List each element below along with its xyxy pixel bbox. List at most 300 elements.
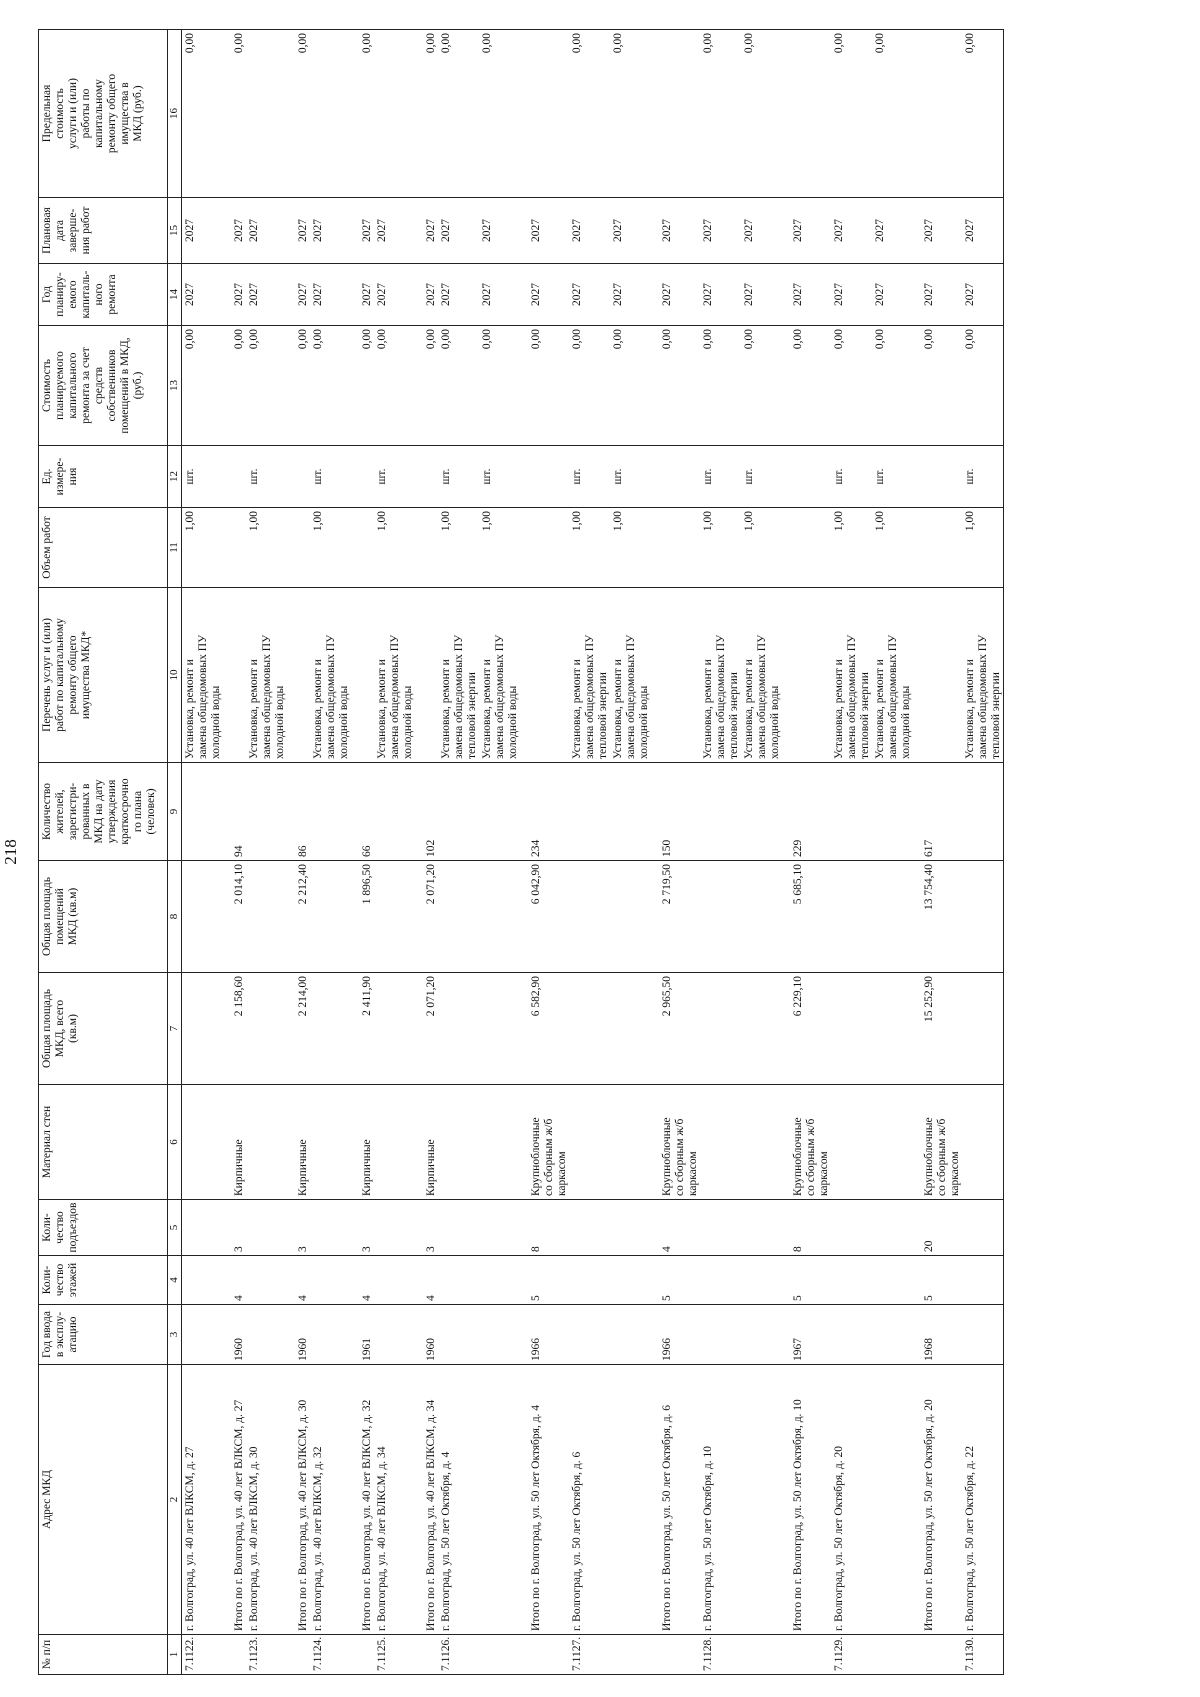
table-cell (287, 446, 310, 508)
column-number-14: 14 (168, 264, 182, 326)
table-cell (438, 973, 479, 1085)
table-cell (962, 1200, 1004, 1256)
table-cell: 0,00 (700, 30, 741, 198)
table-cell: шт. (310, 446, 351, 508)
table-cell (520, 1635, 569, 1675)
table-cell (287, 588, 310, 763)
table-cell (831, 1085, 872, 1200)
table-cell (700, 973, 741, 1085)
table-cell (374, 763, 415, 861)
table-cell: 2027 (223, 198, 246, 264)
table-cell: 8 (520, 1200, 569, 1256)
repair-plan-table (38, 29, 1004, 1675)
table-cell: шт. (374, 446, 415, 508)
table-cell: 3 (223, 1200, 246, 1256)
table-cell: 0,00 (246, 326, 287, 446)
table-cell (479, 1305, 520, 1365)
table-cell (651, 1635, 700, 1675)
table-cell (479, 1365, 520, 1635)
table-cell (374, 1305, 415, 1365)
table-cell: 4 (287, 1256, 310, 1305)
table-cell (438, 1200, 479, 1256)
table-cell (610, 1256, 651, 1305)
table-cell: 3 (415, 1200, 438, 1256)
total-row (913, 30, 962, 1675)
table-row (246, 30, 287, 1675)
table-cell (700, 1256, 741, 1305)
table-cell: 0,00 (872, 326, 913, 446)
table-cell: Крупноблочные со сборным ж/б каркасом (782, 1085, 831, 1200)
table-cell (569, 1085, 610, 1200)
table-cell (782, 1635, 831, 1675)
column-number-6: 6 (168, 1085, 182, 1200)
table-cell: Итого по г. Волгоград, ул. 50 лет Октября, д. 6 (651, 1365, 700, 1635)
table-cell: 8 (782, 1200, 831, 1256)
table-cell (872, 1305, 913, 1365)
table-cell (182, 763, 224, 861)
table-cell: 617 (913, 763, 962, 861)
table-cell (182, 973, 224, 1085)
table-cell (872, 763, 913, 861)
table-cell: 0,00 (962, 30, 1004, 198)
table-cell: 5 (520, 1256, 569, 1305)
table-row (310, 30, 351, 1675)
column-number-13: 13 (168, 326, 182, 446)
table-cell: 7.1124. (310, 1635, 351, 1675)
table-cell: 0,00 (831, 326, 872, 446)
table-row (479, 30, 520, 1675)
table-cell: шт. (872, 446, 913, 508)
table-cell (246, 763, 287, 861)
table-cell: 2027 (962, 198, 1004, 264)
table-cell (479, 973, 520, 1085)
table-cell (651, 30, 700, 198)
table-cell: Установка, ремонт и замена общедомовых ПУ холодной воды (479, 588, 520, 763)
table-cell: 7.1123. (246, 1635, 287, 1675)
table-cell (415, 508, 438, 588)
table-cell (913, 1635, 962, 1675)
table-cell: г. Волгоград, ул. 50 лет Октября, д. 6 (569, 1365, 610, 1635)
table-cell (831, 1305, 872, 1365)
table-cell: Итого по г. Волгоград, ул. 40 лет ВЛКСМ, д. 27 (223, 1365, 246, 1635)
table-cell (438, 861, 479, 973)
table-cell: 0,00 (182, 326, 224, 446)
table-cell: г. Волгоград, ул. 50 лет Октября, д. 20 (831, 1365, 872, 1635)
table-cell: 1 896,50 (351, 861, 374, 973)
column-header-12: Ед. измере- ния (39, 446, 168, 508)
table-cell: 0,00 (782, 326, 831, 446)
table-row (374, 30, 415, 1675)
table-cell: 2027 (651, 198, 700, 264)
table-cell (569, 763, 610, 861)
total-row (782, 30, 831, 1675)
table-body (182, 30, 1004, 1675)
table-cell: 2027 (520, 264, 569, 326)
table-cell: 66 (351, 763, 374, 861)
table-cell: 0,00 (569, 30, 610, 198)
table-cell: 0,00 (831, 30, 872, 198)
table-cell: Установка, ремонт и замена общедомовых ПУ холодной воды (872, 588, 913, 763)
table-cell: 1961 (351, 1305, 374, 1365)
table-cell: Установка, ремонт и замена общедомовых ПУ тепловой энергии (438, 588, 479, 763)
table-cell (741, 861, 782, 973)
table-cell: 1,00 (374, 508, 415, 588)
table-cell: 1,00 (479, 508, 520, 588)
column-header-11: Объем работ (39, 508, 168, 588)
table-cell: 2 014,10 (223, 861, 246, 973)
table-cell: Крупноблочные со сборным ж/б каркасом (651, 1085, 700, 1200)
table-cell: Установка, ремонт и замена общедомовых ПУ холодной воды (741, 588, 782, 763)
table-cell: 2027 (438, 264, 479, 326)
table-cell: 20 (913, 1200, 962, 1256)
table-cell (651, 588, 700, 763)
table-cell: 1,00 (246, 508, 287, 588)
table-cell: 102 (415, 763, 438, 861)
column-number-4: 4 (168, 1256, 182, 1305)
table-cell (182, 861, 224, 973)
table-cell: 0,00 (223, 30, 246, 198)
table-cell: 0,00 (651, 326, 700, 446)
table-cell: 2027 (782, 264, 831, 326)
total-row (415, 30, 438, 1675)
table-cell: 2027 (351, 264, 374, 326)
table-cell: 2027 (310, 264, 351, 326)
table-cell (223, 446, 246, 508)
table-cell (913, 446, 962, 508)
table-cell: 0,00 (438, 326, 479, 446)
table-cell: 2027 (569, 198, 610, 264)
table-cell: Крупноблочные со сборным ж/б каркасом (520, 1085, 569, 1200)
table-cell: Кирпичные (223, 1085, 246, 1200)
table-cell (351, 508, 374, 588)
table-cell (182, 1085, 224, 1200)
table-cell: 0,00 (962, 326, 1004, 446)
table-cell (741, 1635, 782, 1675)
table-cell: 1,00 (962, 508, 1004, 588)
table-cell: 2027 (246, 198, 287, 264)
table-cell (246, 1305, 287, 1365)
table-cell (610, 973, 651, 1085)
table-cell: Установка, ремонт и замена общедомовых ПУ тепловой энергии (700, 588, 741, 763)
column-number-11: 11 (168, 508, 182, 588)
column-number-1: 1 (168, 1635, 182, 1675)
table-cell: Кирпичные (351, 1085, 374, 1200)
column-number-10: 10 (168, 588, 182, 763)
table-cell: г. Волгоград, ул. 40 лет ВЛКСМ, д. 32 (310, 1365, 351, 1635)
table-cell: 3 (351, 1200, 374, 1256)
table-cell: 2027 (310, 198, 351, 264)
table-cell: 0,00 (741, 30, 782, 198)
table-cell: 2027 (415, 198, 438, 264)
table-cell: шт. (182, 446, 224, 508)
table-cell: 1,00 (569, 508, 610, 588)
table-cell (610, 1365, 651, 1635)
table-cell (246, 1200, 287, 1256)
table-cell: 2027 (872, 264, 913, 326)
table-cell: 0,00 (287, 30, 310, 198)
table-cell (310, 1256, 351, 1305)
table-cell (520, 30, 569, 198)
column-number-7: 7 (168, 973, 182, 1085)
table-cell: Установка, ремонт и замена общедомовых ПУ тепловой энергии (569, 588, 610, 763)
table-cell (479, 1635, 520, 1675)
page-number: 218 (1, 839, 20, 865)
table-cell: 1966 (651, 1305, 700, 1365)
table-cell (438, 1256, 479, 1305)
table-cell: шт. (831, 446, 872, 508)
table-cell (374, 973, 415, 1085)
table-cell (962, 1085, 1004, 1200)
table-cell: 0,00 (872, 30, 913, 198)
table-cell (962, 1256, 1004, 1305)
table-cell: 2 071,20 (415, 861, 438, 973)
table-cell: 2027 (374, 264, 415, 326)
table-cell: 15 252,90 (913, 973, 962, 1085)
table-cell (310, 973, 351, 1085)
table-cell (182, 1200, 224, 1256)
table-cell (700, 861, 741, 973)
total-row (651, 30, 700, 1675)
table-cell: 2 965,50 (651, 973, 700, 1085)
total-row (351, 30, 374, 1675)
table-cell (610, 1200, 651, 1256)
table-cell: Установка, ремонт и замена общедомовых ПУ тепловой энергии (831, 588, 872, 763)
table-cell (479, 1256, 520, 1305)
table-cell (415, 1635, 438, 1675)
table-cell: 2027 (651, 264, 700, 326)
table-cell: 4 (415, 1256, 438, 1305)
table-cell: 1,00 (831, 508, 872, 588)
table-cell: 2027 (741, 198, 782, 264)
table-cell: 1,00 (741, 508, 782, 588)
table-cell: 2027 (872, 198, 913, 264)
table-cell (479, 1085, 520, 1200)
table-cell (872, 1200, 913, 1256)
table-cell: 2027 (741, 264, 782, 326)
table-cell: 2027 (479, 198, 520, 264)
table-cell: 150 (651, 763, 700, 861)
table-cell: 2027 (479, 264, 520, 326)
table-cell (831, 763, 872, 861)
table-cell: шт. (569, 446, 610, 508)
table-cell (872, 1365, 913, 1635)
table-cell: 0,00 (479, 326, 520, 446)
table-cell (913, 508, 962, 588)
table-row (610, 30, 651, 1675)
table-cell (741, 1085, 782, 1200)
table-cell: 2 719,50 (651, 861, 700, 973)
table-cell: 2027 (831, 198, 872, 264)
header-row (39, 30, 168, 1675)
table-cell: Установка, ремонт и замена общедомовых ПУ холодной воды (374, 588, 415, 763)
column-header-13: Стоимость планируемого капитального ремонта за счет средств собственников помещений в МКД, (руб.) (39, 326, 168, 446)
table-cell: Итого по г. Волгоград, ул. 40 лет ВЛКСМ, д. 30 (287, 1365, 310, 1635)
table-cell: 4 (223, 1256, 246, 1305)
table-cell (287, 1635, 310, 1675)
table-cell: 0,00 (415, 326, 438, 446)
table-cell: 229 (782, 763, 831, 861)
table-cell: 0,00 (351, 326, 374, 446)
table-cell: 2027 (569, 264, 610, 326)
table-cell (872, 861, 913, 973)
table-cell: 5 685,10 (782, 861, 831, 973)
table-cell: 2027 (962, 264, 1004, 326)
table-cell: Установка, ремонт и замена общедомовых ПУ холодной воды (246, 588, 287, 763)
column-header-4: Коли- чество этажей (39, 1256, 168, 1305)
table-cell: 234 (520, 763, 569, 861)
total-row (223, 30, 246, 1675)
table-row (438, 30, 479, 1675)
table-cell (182, 1305, 224, 1365)
column-header-6: Материал стен (39, 1085, 168, 1200)
table-cell: 2 411,90 (351, 973, 374, 1085)
table-cell: 0,00 (438, 30, 479, 198)
table-cell: шт. (438, 446, 479, 508)
table-cell (700, 763, 741, 861)
table-cell (831, 1200, 872, 1256)
total-row (287, 30, 310, 1675)
table-cell: 6 042,90 (520, 861, 569, 973)
table-cell (913, 30, 962, 198)
table-cell (520, 446, 569, 508)
table-cell: 5 (651, 1256, 700, 1305)
table-cell (479, 763, 520, 861)
table-cell (287, 508, 310, 588)
table-cell: 7.1128. (700, 1635, 741, 1675)
table-cell: 1,00 (610, 508, 651, 588)
table-cell (246, 973, 287, 1085)
table-cell: г. Волгоград, ул. 40 лет ВЛКСМ, д. 30 (246, 1365, 287, 1635)
table-cell (569, 1200, 610, 1256)
table-cell (872, 973, 913, 1085)
table-cell: 1966 (520, 1305, 569, 1365)
table-cell (782, 30, 831, 198)
table-cell: 13 754,40 (913, 861, 962, 973)
table-cell: 7.1130. (962, 1635, 1004, 1675)
table-cell (415, 588, 438, 763)
table-cell: шт. (700, 446, 741, 508)
column-header-8: Общая площадь помещений МКД (кв.м) (39, 861, 168, 973)
column-number-16: 16 (168, 30, 182, 198)
column-header-16: Предельная стоимость услуги и (или) работы по капитальному ремонту общего имущества в МКД (руб.) (39, 30, 168, 198)
table-cell (310, 1200, 351, 1256)
table-cell: 7.1126. (438, 1635, 479, 1675)
table-cell: 1,00 (310, 508, 351, 588)
table-cell (569, 973, 610, 1085)
table-cell: 2027 (182, 198, 224, 264)
table-cell: Установка, ремонт и замена общедомовых ПУ тепловой энергии (962, 588, 1004, 763)
table-cell: 1967 (782, 1305, 831, 1365)
table-cell (374, 1200, 415, 1256)
table-cell: шт. (962, 446, 1004, 508)
table-cell (310, 1305, 351, 1365)
table-cell: 1960 (287, 1305, 310, 1365)
table-cell (351, 588, 374, 763)
table-row (962, 30, 1004, 1675)
table-cell: 1960 (415, 1305, 438, 1365)
table-cell: 2027 (913, 198, 962, 264)
table-cell (246, 1256, 287, 1305)
table-cell: 2027 (782, 198, 831, 264)
table-cell: 4 (351, 1256, 374, 1305)
table-cell: 2 212,40 (287, 861, 310, 973)
table-cell (351, 446, 374, 508)
table-cell: Итого по г. Волгоград, ул. 40 лет ВЛКСМ, д. 34 (415, 1365, 438, 1635)
table-cell (831, 1256, 872, 1305)
table-cell (782, 446, 831, 508)
table-cell: Итого по г. Волгоград, ул. 50 лет Октября, д. 10 (782, 1365, 831, 1635)
table-cell: 2027 (374, 198, 415, 264)
table-cell: шт. (479, 446, 520, 508)
table-cell: 2027 (610, 198, 651, 264)
table-cell: 2027 (520, 198, 569, 264)
total-row (520, 30, 569, 1675)
table-cell: шт. (610, 446, 651, 508)
table-cell (310, 1085, 351, 1200)
table-cell (374, 30, 415, 198)
table-cell: 7.1127. (569, 1635, 610, 1675)
table-cell (310, 30, 351, 198)
table-cell (374, 1256, 415, 1305)
table-cell: Установка, ремонт и замена общедомовых ПУ холодной воды (182, 588, 224, 763)
table-cell (872, 1256, 913, 1305)
table-cell (569, 1256, 610, 1305)
table-cell: 6 582,90 (520, 973, 569, 1085)
table-cell: 0,00 (610, 30, 651, 198)
table-cell (741, 1200, 782, 1256)
table-cell: 5 (782, 1256, 831, 1305)
table-cell: 2027 (351, 198, 374, 264)
table-cell: 0,00 (700, 326, 741, 446)
table-cell: 2027 (700, 264, 741, 326)
table-cell: 0,00 (374, 326, 415, 446)
table-cell: 0,00 (310, 326, 351, 446)
table-cell: 5 (913, 1256, 962, 1305)
column-header-15: Плановая дата заверше- ния работ (39, 198, 168, 264)
table-cell: 2027 (610, 264, 651, 326)
table-cell: г. Волгоград, ул. 40 лет ВЛКСМ, д. 34 (374, 1365, 415, 1635)
table-cell (246, 861, 287, 973)
table-cell: 2027 (287, 264, 310, 326)
table-cell: 7.1129. (831, 1635, 872, 1675)
table-cell (310, 763, 351, 861)
table-cell (479, 1200, 520, 1256)
table-cell (741, 1365, 782, 1635)
table-cell (872, 1085, 913, 1200)
table-cell: 0,00 (913, 326, 962, 446)
table-cell: 2027 (831, 264, 872, 326)
table-cell: 2 071,20 (415, 973, 438, 1085)
table-cell: 0,00 (610, 326, 651, 446)
table-cell: 0,00 (287, 326, 310, 446)
table-cell: 86 (287, 763, 310, 861)
table-cell: 2027 (223, 264, 246, 326)
table-cell (741, 1256, 782, 1305)
table-cell (700, 1085, 741, 1200)
table-cell (962, 973, 1004, 1085)
column-header-1: № п/п (39, 1635, 168, 1675)
table-cell: Установка, ремонт и замена общедомовых ПУ холодной воды (610, 588, 651, 763)
table-cell (741, 1305, 782, 1365)
table-cell: 2027 (182, 264, 224, 326)
table-cell (415, 446, 438, 508)
table-cell (782, 508, 831, 588)
table-cell (569, 861, 610, 973)
table-row (700, 30, 741, 1675)
table-cell (962, 763, 1004, 861)
table-cell (246, 1085, 287, 1200)
table-cell (831, 861, 872, 973)
